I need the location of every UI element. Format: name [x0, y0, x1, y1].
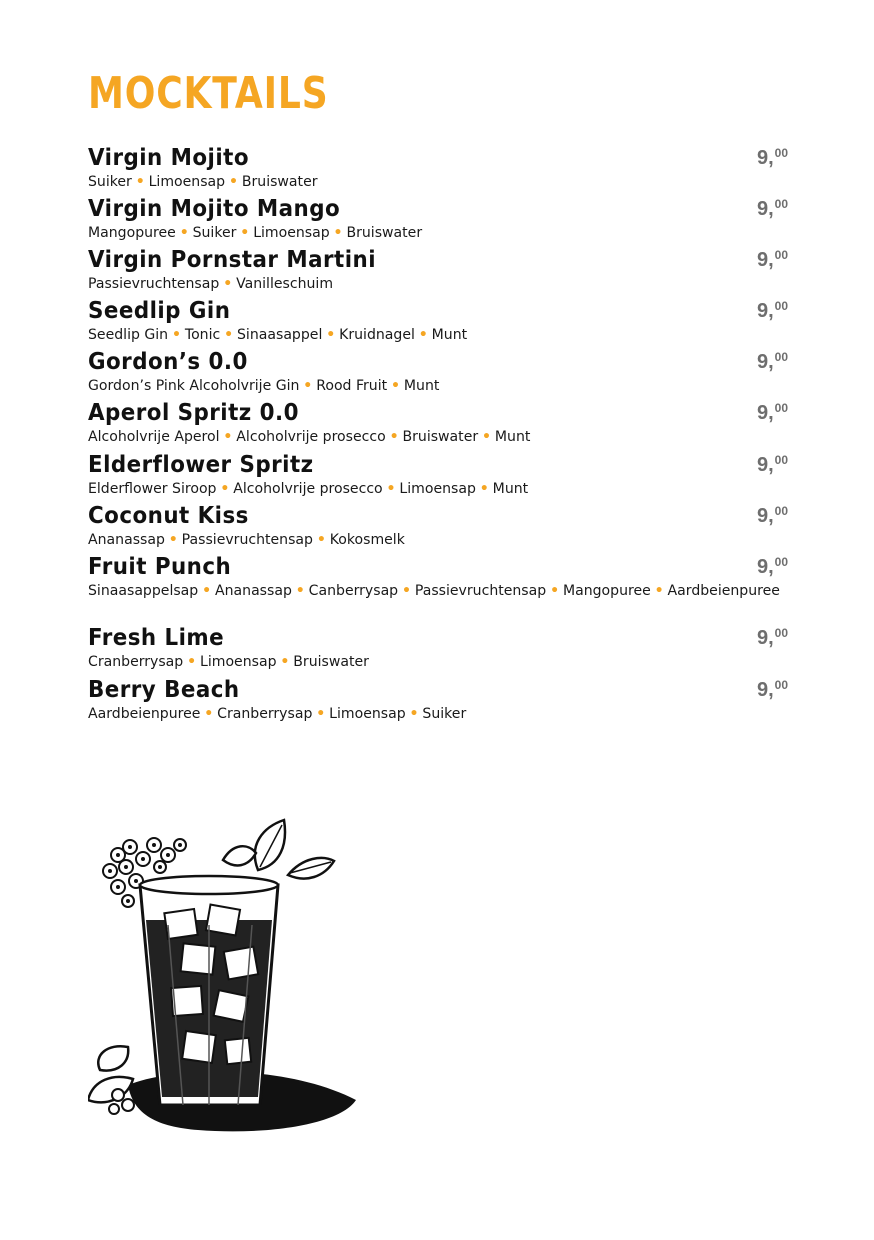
- separator-dot: •: [228, 174, 238, 190]
- separator-dot: •: [326, 327, 336, 343]
- ingredient: Ananassap: [88, 532, 165, 548]
- separator-dot: •: [179, 225, 189, 241]
- separator-dot: •: [401, 583, 411, 599]
- menu-item: [88, 195, 788, 243]
- separator-dot: •: [550, 583, 560, 599]
- item-name: Fruit Punch: [88, 554, 232, 580]
- menu-item: [88, 676, 788, 724]
- separator-dot: •: [409, 706, 419, 722]
- ingredient: Alcoholvrije prosecco: [236, 429, 386, 445]
- price-main: 9,: [756, 249, 774, 271]
- item-price: [757, 504, 788, 528]
- item-name: Virgin Pornstar Martini: [88, 247, 376, 273]
- item-ingredients: [88, 172, 689, 192]
- price-cents: 00: [774, 555, 788, 569]
- item-price: [757, 350, 788, 374]
- separator-dot: •: [333, 225, 343, 241]
- menu-item: [88, 348, 788, 396]
- menu-item: [88, 451, 788, 499]
- item-name: Virgin Mojito: [88, 145, 249, 171]
- ingredient: Aardbeienpuree: [667, 583, 780, 599]
- ingredient: Limoensap: [399, 481, 476, 497]
- ingredient: Aardbeienpuree: [88, 706, 201, 722]
- ingredient: Limoensap: [200, 654, 277, 670]
- price-main: 9,: [756, 300, 774, 322]
- price-cents: 00: [774, 299, 788, 313]
- item-name: Virgin Mojito Mango: [88, 196, 341, 222]
- separator-dot: •: [171, 327, 181, 343]
- separator-dot: •: [280, 654, 290, 670]
- ingredient: Passievruchtensap: [88, 276, 220, 292]
- item-name: Seedlip Gin: [88, 298, 231, 324]
- ingredient: Tonic: [184, 327, 221, 343]
- price-main: 9,: [756, 198, 774, 220]
- separator-dot: •: [391, 378, 401, 394]
- item-name: Fresh Lime: [88, 625, 225, 651]
- separator-dot: •: [220, 481, 230, 497]
- item-ingredients: [88, 325, 689, 345]
- price-main: 9,: [756, 402, 774, 424]
- ingredient: Passievruchtensap: [181, 532, 313, 548]
- price-cents: 00: [774, 626, 788, 640]
- item-ingredients: [88, 581, 780, 601]
- price-main: 9,: [756, 147, 774, 169]
- separator-dot: •: [418, 327, 428, 343]
- ingredient: Gordon’s Pink Alcoholvrije Gin: [88, 378, 300, 394]
- item-price: [757, 555, 788, 579]
- price-main: 9,: [756, 556, 774, 578]
- price-cents: 00: [774, 248, 788, 262]
- cocktail-illustration: [88, 815, 363, 1140]
- menu-item: [88, 399, 788, 447]
- item-price: [757, 453, 788, 477]
- ingredient: Canberrysap: [308, 583, 399, 599]
- ingredient: Kruidnagel: [339, 327, 415, 343]
- ingredient: Cranberrysap: [217, 706, 313, 722]
- item-ingredients: [88, 530, 689, 550]
- ingredient: Kokosmelk: [329, 532, 405, 548]
- price-main: 9,: [756, 627, 774, 649]
- item-price: [757, 401, 788, 425]
- item-ingredients: [88, 652, 689, 672]
- price-cents: 00: [774, 350, 788, 364]
- separator-dot: •: [389, 429, 399, 445]
- item-name: Elderflower Spritz: [88, 452, 314, 478]
- ingredient: Seedlip Gin: [88, 327, 169, 343]
- separator-dot: •: [482, 429, 492, 445]
- item-name: Berry Beach: [88, 677, 240, 703]
- ingredient: Elderflower Siroop: [88, 481, 217, 497]
- price-cents: 00: [774, 504, 788, 518]
- ingredient: Mangopuree: [562, 583, 651, 599]
- price-cents: 00: [774, 678, 788, 692]
- menu-item: [88, 246, 788, 294]
- separator-dot: •: [303, 378, 313, 394]
- separator-dot: •: [224, 327, 234, 343]
- price-main: 9,: [756, 679, 774, 701]
- separator-dot: •: [168, 532, 178, 548]
- separator-dot: •: [316, 706, 326, 722]
- ingredient: Bruiswater: [241, 174, 318, 190]
- price-main: 9,: [756, 454, 774, 476]
- item-name: Gordon’s 0.0: [88, 349, 248, 375]
- ingredient: Munt: [494, 429, 531, 445]
- item-price: [757, 197, 788, 221]
- menu-item: [88, 624, 788, 672]
- item-ingredients: [88, 704, 689, 724]
- ingredient: Limoensap: [329, 706, 406, 722]
- separator-dot: •: [135, 174, 145, 190]
- ingredient: Limoensap: [253, 225, 330, 241]
- separator-dot: •: [654, 583, 664, 599]
- separator-dot: •: [204, 706, 214, 722]
- price-cents: 00: [774, 453, 788, 467]
- ingredient: Munt: [492, 481, 529, 497]
- ingredient: Suiker: [192, 225, 237, 241]
- ingredient: Cranberrysap: [88, 654, 184, 670]
- separator-dot: •: [223, 276, 233, 292]
- ingredient: Passievruchtensap: [414, 583, 547, 599]
- menu-item: [88, 502, 788, 550]
- ingredient: Alcoholvrije Aperol: [88, 429, 220, 445]
- ingredient: Suiker: [88, 174, 132, 190]
- price-cents: 00: [774, 146, 788, 160]
- separator-dot: •: [202, 583, 212, 599]
- item-price: [757, 146, 788, 170]
- separator-dot: •: [295, 583, 305, 599]
- ingredient: Bruiswater: [402, 429, 479, 445]
- item-price: [757, 678, 788, 702]
- price-cents: 00: [774, 401, 788, 415]
- item-name: Coconut Kiss: [88, 503, 249, 529]
- item-ingredients: [88, 479, 689, 499]
- menu-item: [88, 553, 788, 601]
- item-ingredients: [88, 427, 689, 447]
- ingredient: Suiker: [422, 706, 467, 722]
- ingredient: Bruiswater: [346, 225, 423, 241]
- separator-dot: •: [479, 481, 489, 497]
- ingredient: Vanilleschuim: [236, 276, 334, 292]
- ingredient: Ananassap: [214, 583, 292, 599]
- separator-dot: •: [187, 654, 197, 670]
- item-price: [757, 248, 788, 272]
- price-cents: 00: [774, 197, 788, 211]
- ingredient: Limoensap: [148, 174, 226, 190]
- separator-dot: •: [386, 481, 396, 497]
- menu-title: MOCKTAILS: [88, 68, 329, 119]
- ingredient: Sinaasappel: [237, 327, 323, 343]
- ingredient: Rood Fruit: [316, 378, 388, 394]
- price-main: 9,: [756, 351, 774, 373]
- item-price: [757, 299, 788, 323]
- ingredient: Munt: [403, 378, 440, 394]
- ingredient: Sinaasappelsap: [88, 583, 199, 599]
- item-ingredients: [88, 274, 689, 294]
- item-price: [757, 626, 788, 650]
- menu-item: [88, 297, 788, 345]
- separator-dot: •: [223, 429, 233, 445]
- menu-item: [88, 144, 788, 192]
- ingredient: Mangopuree: [88, 225, 176, 241]
- item-ingredients: [88, 376, 689, 396]
- item-ingredients: [88, 223, 689, 243]
- ingredient: Bruiswater: [293, 654, 369, 670]
- ingredient: Munt: [431, 327, 468, 343]
- price-main: 9,: [756, 505, 774, 527]
- separator-dot: •: [240, 225, 250, 241]
- ingredient: Alcoholvrije prosecco: [233, 481, 383, 497]
- item-name: Aperol Spritz 0.0: [88, 400, 299, 426]
- separator-dot: •: [316, 532, 326, 548]
